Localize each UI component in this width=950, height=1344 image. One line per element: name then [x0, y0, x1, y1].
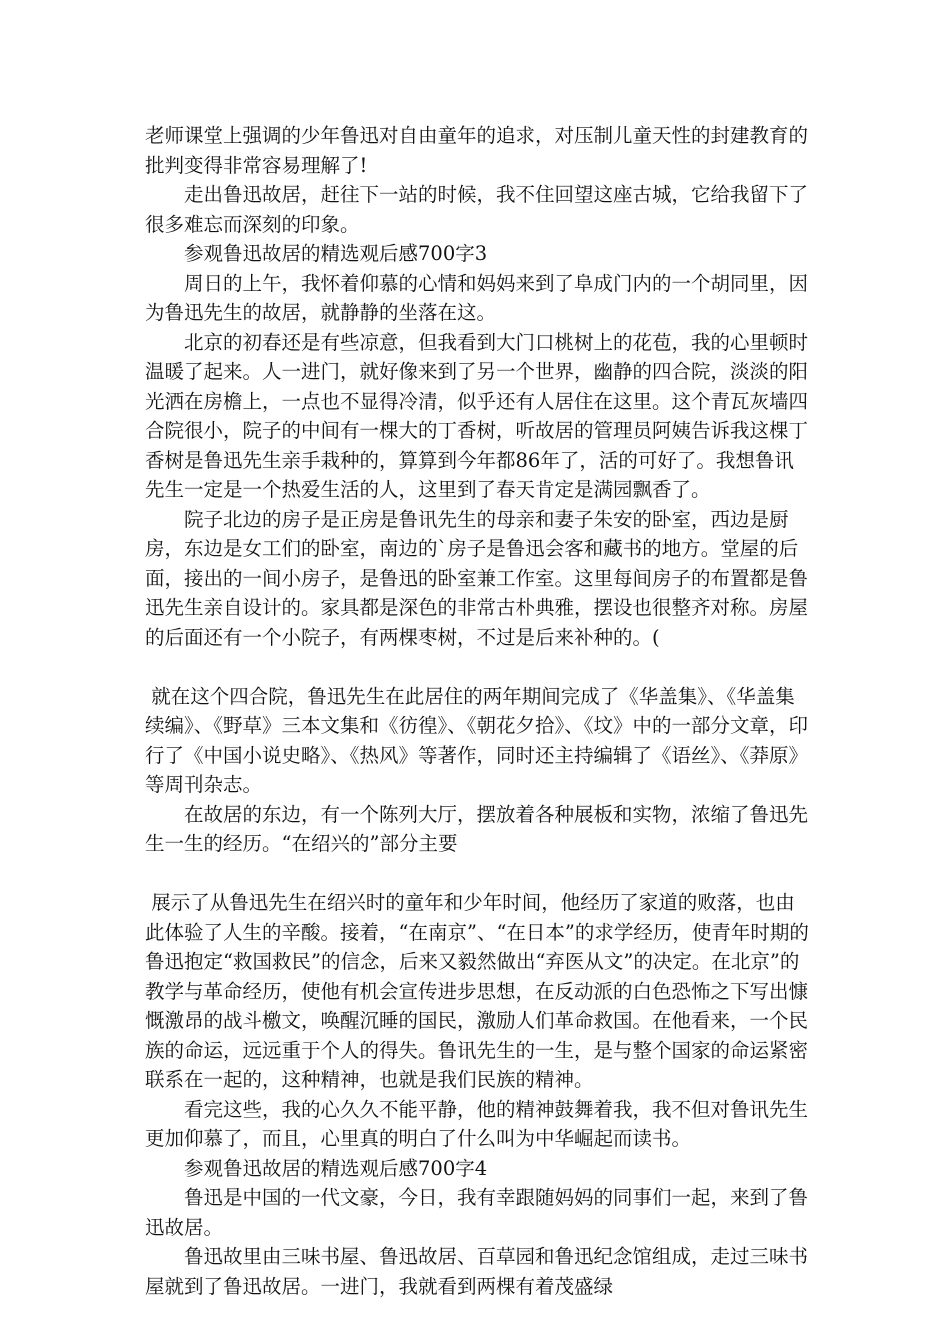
section-heading-3: 参观鲁迅故居的精选观后感700字3	[184, 242, 488, 265]
blank-line	[145, 859, 813, 889]
document-body	[145, 121, 813, 1301]
blank-line	[145, 652, 813, 682]
paragraph: 就在这个四合院，鲁迅先生在此居住的两年期间完成了《华盖集》、《华盖集续编》、《野草》三本文集和《彷徨》、《朝花夕拾》、《坟》中的一部分文章，印行了《中国小说史略》、《热风》等著作，同时还主持编辑了《语丝》、《莽原》等周刊杂志。	[145, 684, 809, 796]
paragraph: 在故居的东边，有一个陈列大厅，摆放着各种展板和实物，浓缩了鲁迅先生一生的经历。“在绍兴的”部分主要	[145, 802, 809, 855]
paragraph: 展示了从鲁迅先生在绍兴时的童年和少年时间，他经历了家道的败落，也由此体验了人生的辛酸。接着，“在南京”、“在日本”的求学经历，使青年时期的鲁迅抱定“救国救民”的信念，后来又毅然做出“弃医从文”的决定。在北京”的教学与革命经历，使他有机会宣传进步思想，在反动派的白色恐怖之下写出慷慨激昂的战斗檄文，唤醒沉睡的国民，激励人们革命救国。在他看来，一个民族的命运，远远重于个人的得失。鲁讯先生的一生，是与整个国家的命运紧密联系在一起的，这种精神，也就是我们民族的精神。	[145, 891, 809, 1091]
paragraph: 鲁迅故里由三味书屋、鲁迅故居、百草园和鲁迅纪念馆组成，走过三味书屋就到了鲁迅故居。一进门，我就看到两棵有着茂盛绿	[145, 1245, 809, 1298]
paragraph: 北京的初春还是有些凉意，但我看到大门口桃树上的花苞，我的心里顿时温暖了起来。人一进门，就好像来到了另一个世界，幽静的四合院，淡淡的阳光洒在房檐上，一点也不显得冷清，似乎还有人居住在这里。这个青瓦灰墙四合院很小，院子的中间有一棵大的丁香树，听故居的管理员阿姨告诉我这棵丁香树是鲁迅先生亲手栽种的，算算到今年都86年了，活的可好了。我想鲁讯先生一定是一个热爱生活的人，这里到了春天肯定是满园飘香了。	[145, 330, 809, 501]
paragraph: 走出鲁迅故居，赶往下一站的时候，我不住回望这座古城，它给我留下了很多难忘而深刻的印象。	[145, 183, 809, 236]
paragraph: 周日的上午，我怀着仰慕的心情和妈妈来到了阜成门内的一个胡同里，因为鲁迅先生的故居，就静静的坐落在这。	[145, 271, 809, 324]
paragraph: 院子北边的房子是正房是鲁讯先生的母亲和妻子朱安的卧室，西边是厨房，东边是女工们的卧室，南边的`房子是鲁迅会客和藏书的地方。堂屋的后面，接出的一间小房子，是鲁迅的卧室兼工作室。这里每间房子的布置都是鲁迅先生亲自设计的。家具都是深色的非常古朴典雅，摆设也很整齐对称。房屋的后面还有一个小院子，有两棵枣树，不过是后来补种的。(	[145, 507, 809, 649]
paragraph: 看完这些，我的心久久不能平静，他的精神鼓舞着我，我不但对鲁讯先生更加仰慕了，而且，心里真的明白了什么叫为中华崛起而读书。	[145, 1097, 809, 1150]
paragraph-continuation: 老师课堂上强调的少年鲁迅对自由童年的追求，对压制儿童天性的封建教育的批判变得非常容易理解了!	[145, 124, 809, 177]
section-heading-4: 参观鲁迅故居的精选观后感700字4	[184, 1156, 488, 1180]
paragraph: 鲁迅是中国的一代文豪，今日，我有幸跟随妈妈的同事们一起，来到了鲁迅故居。	[145, 1186, 809, 1239]
